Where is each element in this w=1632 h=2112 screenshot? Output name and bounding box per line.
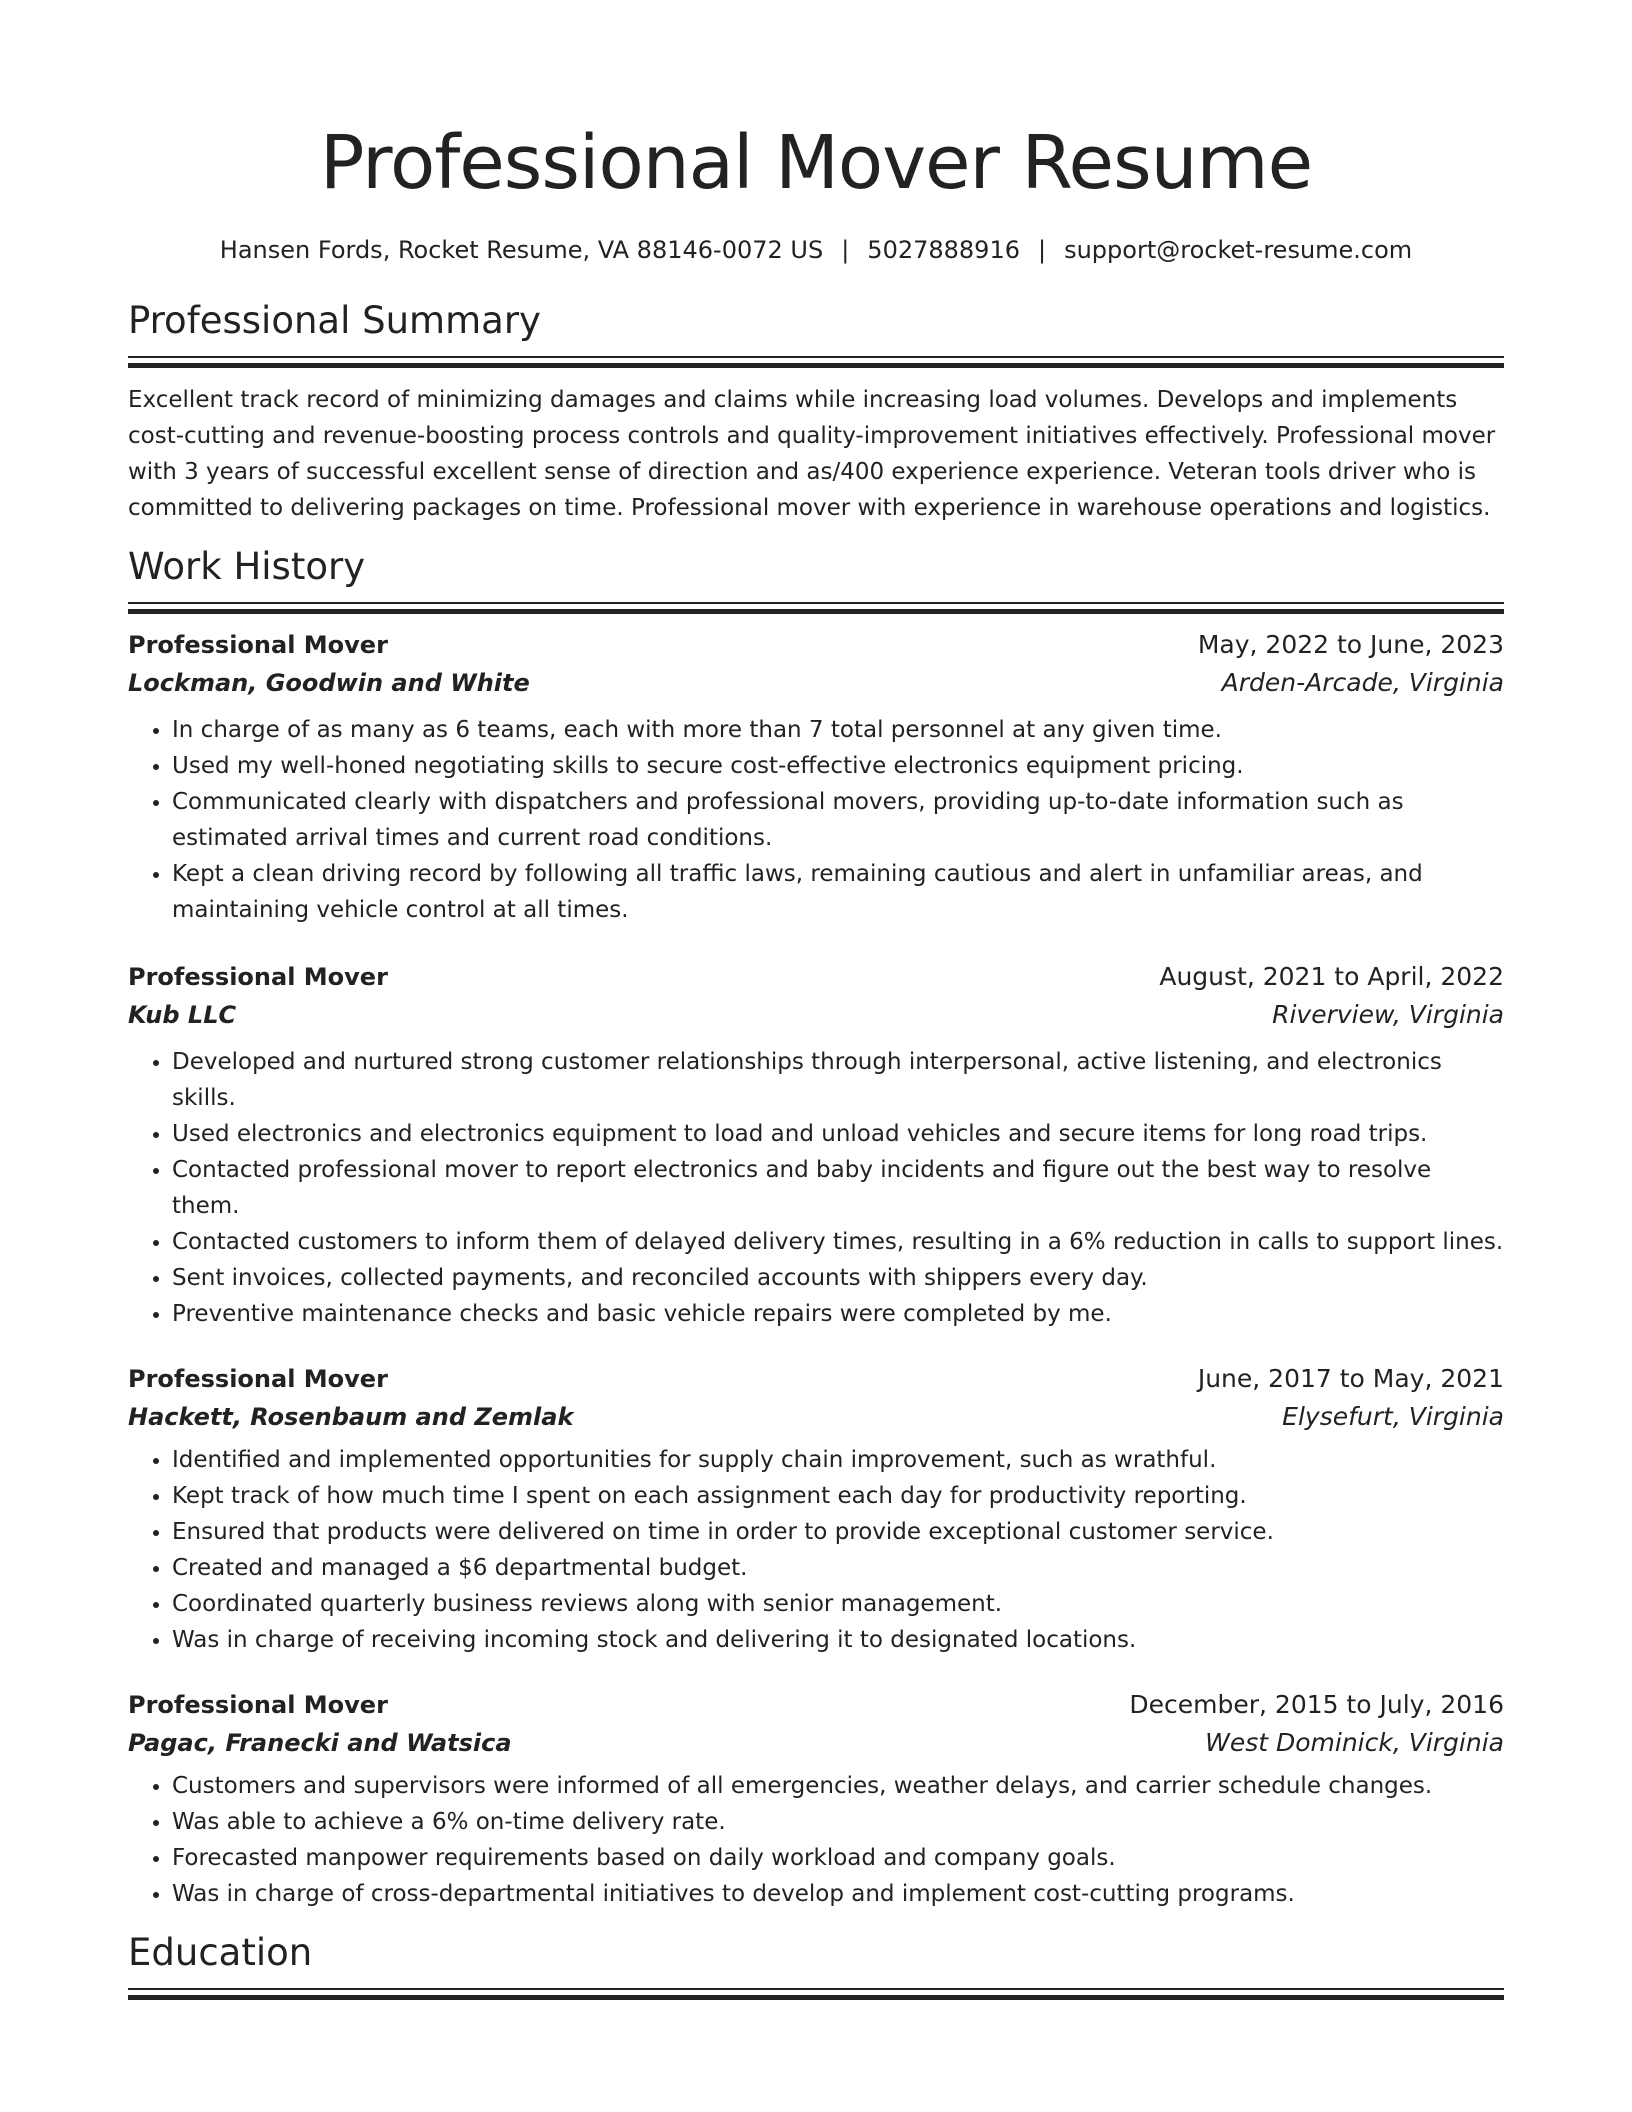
job-bullet: • Developed and nurtured strong customer relationships through interpersonal, active listening, and electronics skills. <box>172 1044 1504 1116</box>
job-bullet-list <box>128 712 1504 928</box>
job-bullet: • Sent invoices, collected payments, and reconciled accounts with shippers every day. <box>172 1260 1504 1296</box>
job-company-row <box>128 996 1504 1034</box>
job-company-row <box>128 664 1504 702</box>
job-entry <box>128 958 1504 1332</box>
job-bullet: • Contacted customers to inform them of delayed delivery times, resulting in a 6% reduction in calls to support lines. <box>172 1224 1504 1260</box>
job-title: Professional Mover <box>128 1691 388 1719</box>
job-title: Professional Mover <box>128 631 388 659</box>
job-header-row <box>128 626 1504 664</box>
job-entry <box>128 1360 1504 1658</box>
job-location: West Dominick, Virginia <box>1205 1728 1504 1757</box>
job-bullet: • Was in charge of receiving incoming stock and delivering it to designated locations. <box>172 1622 1504 1658</box>
resume-page <box>128 0 1504 2000</box>
job-header-row <box>128 1360 1504 1398</box>
job-bullet: • Used my well-honed negotiating skills to secure cost-effective electronics equipment pricing. <box>172 748 1504 784</box>
section-heading-work-history: Work History <box>128 545 366 588</box>
job-company: Lockman, Goodwin and White <box>128 669 530 697</box>
job-dates: June, 2017 to May, 2021 <box>1197 1364 1504 1393</box>
job-title: Professional Mover <box>128 1365 388 1393</box>
contact-separator: | <box>1038 236 1047 264</box>
job-bullet: • In charge of as many as 6 teams, each with more than 7 total personnel at any given time. <box>172 712 1504 748</box>
section-heading-summary: Professional Summary <box>128 299 541 342</box>
job-bullet-list <box>128 1044 1504 1332</box>
job-bullet: • Used electronics and electronics equipment to load and unload vehicles and secure items for long road trips. <box>172 1116 1504 1152</box>
job-bullet: • Coordinated quarterly business reviews along with senior management. <box>172 1586 1504 1622</box>
section-divider <box>128 356 1504 368</box>
job-bullet: • Contacted professional mover to report electronics and baby incidents and figure out the best way to resolve them. <box>172 1152 1504 1224</box>
job-bullet-list <box>128 1442 1504 1658</box>
contact-address: Hansen Fords, Rocket Resume, VA 88146-0072 US <box>219 236 824 264</box>
job-bullet: • Communicated clearly with dispatchers and professional movers, providing up-to-date information such as estimated arrival times and current road conditions. <box>172 784 1504 856</box>
job-bullet: • Created and managed a $6 departmental budget. <box>172 1550 1504 1586</box>
job-entry <box>128 626 1504 928</box>
job-bullet-list <box>128 1768 1504 1912</box>
summary-section <box>128 298 1504 526</box>
job-dates: May, 2022 to June, 2023 <box>1197 630 1504 659</box>
job-company: Hackett, Rosenbaum and Zemlak <box>128 1403 574 1431</box>
contact-line <box>128 234 1504 266</box>
job-company-row <box>128 1724 1504 1762</box>
section-divider <box>128 1988 1504 2000</box>
job-company: Kub LLC <box>128 1001 237 1029</box>
job-company-row <box>128 1398 1504 1436</box>
job-entry <box>128 1686 1504 1912</box>
job-bullet: • Identified and implemented opportunities for supply chain improvement, such as wrathful. <box>172 1442 1504 1478</box>
summary-text: Excellent track record of minimizing damages and claims while increasing load volumes. Develops and implements cost-cutting and revenue-boosting process controls and quality-improvement initiatives effectively. Professional mover with 3 years of successful excellent sense of direction and as/400 experience experience. Veteran tools driver who is committed to delivering packages on time. Professional mover with experience in warehouse operations and logistics. <box>128 387 1496 521</box>
job-location: Arden-Arcade, Virginia <box>1221 668 1504 697</box>
job-bullet: • Kept track of how much time I spent on each assignment each day for productivity reporting. <box>172 1478 1504 1514</box>
contact-email: support@rocket-resume.com <box>1064 236 1413 264</box>
job-dates: August, 2021 to April, 2022 <box>1159 962 1504 991</box>
job-bullet: • Was in charge of cross-departmental initiatives to develop and implement cost-cutting programs. <box>172 1876 1504 1912</box>
job-header-row <box>128 958 1504 996</box>
education-section <box>128 1930 1504 2000</box>
contact-phone: 5027888916 <box>867 236 1020 264</box>
section-heading-education: Education <box>128 1931 313 1974</box>
job-title: Professional Mover <box>128 963 388 991</box>
section-divider <box>128 602 1504 614</box>
job-company: Pagac, Franecki and Watsica <box>128 1729 512 1757</box>
job-header-row <box>128 1686 1504 1724</box>
job-bullet: • Customers and supervisors were informed of all emergencies, weather delays, and carrier schedule changes. <box>172 1768 1504 1804</box>
job-bullet: • Kept a clean driving record by following all traffic laws, remaining cautious and alert in unfamiliar areas, and maintaining vehicle control at all times. <box>172 856 1504 928</box>
job-bullet: • Was able to achieve a 6% on-time delivery rate. <box>172 1804 1504 1840</box>
job-location: Elysefurt, Virginia <box>1282 1402 1504 1431</box>
contact-separator: | <box>841 236 850 264</box>
job-location: Riverview, Virginia <box>1272 1000 1504 1029</box>
job-bullet: • Forecasted manpower requirements based on daily workload and company goals. <box>172 1840 1504 1876</box>
job-dates: December, 2015 to July, 2016 <box>1129 1690 1504 1719</box>
job-bullet: • Preventive maintenance checks and basic vehicle repairs were completed by me. <box>172 1296 1504 1332</box>
job-bullet: • Ensured that products were delivered on time in order to provide exceptional customer service. <box>172 1514 1504 1550</box>
work-history-section <box>128 544 1504 1912</box>
resume-title: Professional Mover Resume <box>319 120 1313 206</box>
